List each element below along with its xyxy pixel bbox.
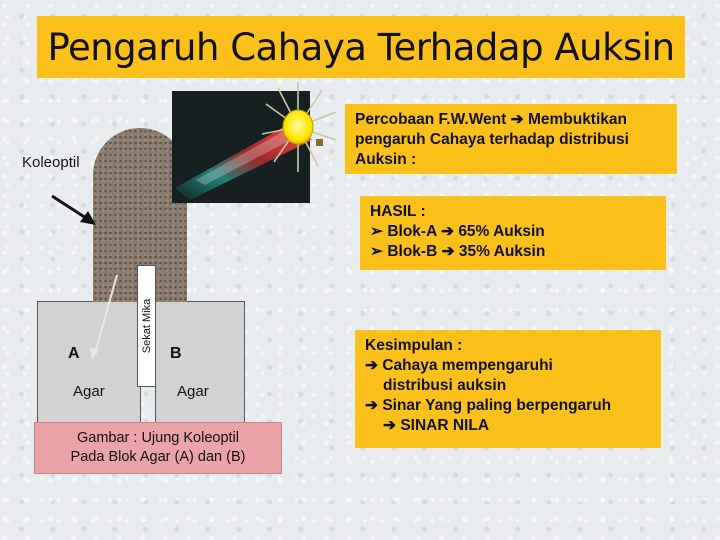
caption-line-1: Gambar : Ujung Koleoptil xyxy=(77,430,239,446)
bullet-arrow-icon: ➢ xyxy=(370,243,383,260)
caption-line-2: Pada Blok Agar (A) dan (B) xyxy=(70,449,246,465)
hasil-heading: HASIL : xyxy=(370,203,426,220)
arrow-right-icon: ➔ xyxy=(365,357,378,374)
arrow-right-icon: ➔ xyxy=(441,223,454,240)
block-a-pointer xyxy=(90,275,117,360)
hasil-item-a: ➢ Blok-A ➔ 65% Auksin xyxy=(370,223,545,240)
block-b-label: B xyxy=(170,345,182,362)
agar-a-label: Agar xyxy=(73,383,105,400)
arrow-right-icon: ➔ xyxy=(365,397,378,414)
block-a-label: A xyxy=(68,345,80,362)
koleoptil-label: Koleoptil xyxy=(22,154,80,171)
slide-title: Pengaruh Cahaya Terhadap Auksin xyxy=(47,25,675,69)
hasil-item-b: ➢ Blok-B ➔ 35% Auksin xyxy=(370,243,546,260)
sekat-mika-label: Sekat Mika xyxy=(140,298,153,354)
conclusion-line-3: ➔ Sinar Yang paling berpengaruh xyxy=(365,397,612,414)
bullet-arrow-icon: ➢ xyxy=(370,223,383,240)
intro-line-3: Auksin : xyxy=(355,151,417,168)
conclusion-line-2: distribusi auksin xyxy=(383,377,507,394)
koleoptil-pointer-arrow xyxy=(52,196,96,225)
arrow-right-icon: ➔ xyxy=(510,111,524,128)
conclusion-line-4: ➔ SINAR NILA xyxy=(383,417,490,434)
arrow-right-icon: ➔ xyxy=(441,243,455,260)
light-beam-icon xyxy=(172,91,312,203)
figure-caption xyxy=(34,422,282,474)
conclusion-line-1: ➔ Cahaya mempengaruhi xyxy=(365,357,553,374)
arrow-right-icon: ➔ xyxy=(383,417,396,434)
intro-line-1: Percobaan F.W.Went ➔ Membuktikan xyxy=(355,111,627,128)
conclusion-heading: Kesimpulan : xyxy=(365,337,463,354)
intro-line-2: pengaruh Cahaya terhadap distribusi xyxy=(355,131,629,148)
agar-b-label: Agar xyxy=(177,383,209,400)
